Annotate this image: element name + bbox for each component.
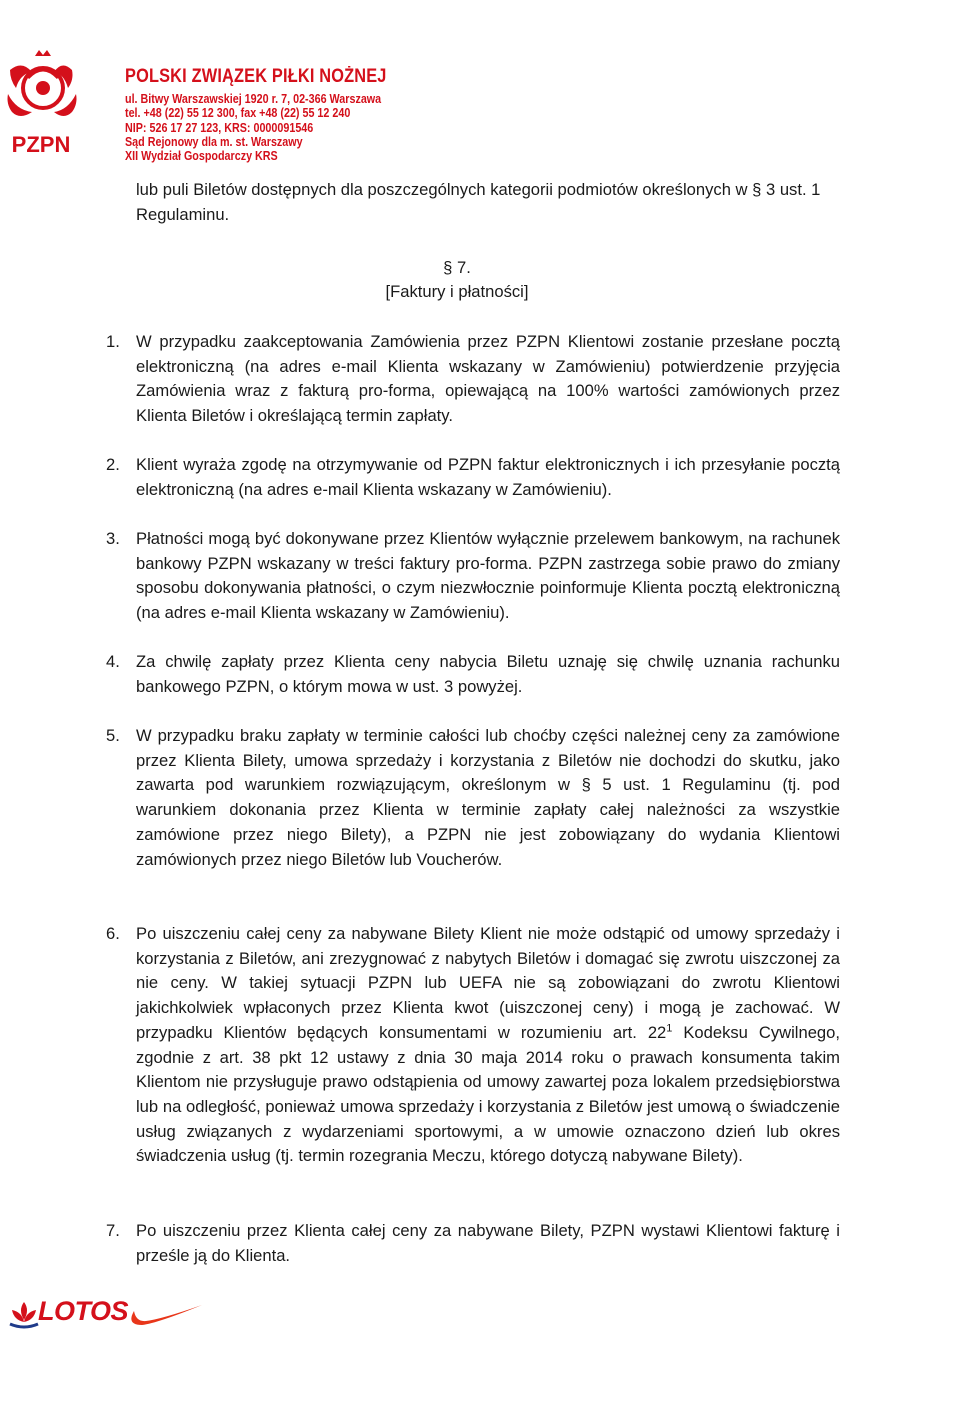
- list-item-text: Płatności mogą być dokonywane przez Klientów wyłącznie przelewem bankowym, na rachunek bankowy PZPN wskazany w treści faktury pro-forma. PZPN zastrzega sobie prawo do zmiany sposobu dokonywania płatności, o czym niezwłocznie poinformuje Klienta pocztą elektroniczną (na adres e-mail Klienta wskazany w Zamówieniu).: [136, 529, 840, 623]
- list-item: [106, 453, 840, 502]
- section-number: § 7.: [443, 258, 471, 277]
- list-item: [106, 922, 840, 1169]
- sponsor-footer: [0, 1295, 960, 1340]
- list-item-number: 7.: [106, 1221, 120, 1240]
- list-item: [106, 330, 840, 429]
- lotos-flower-icon: [8, 1300, 40, 1330]
- list-item: [106, 650, 840, 699]
- nike-swoosh-icon: [128, 1301, 204, 1329]
- list-item: [106, 527, 840, 626]
- pzpn-logo-text: PZPN: [11, 132, 71, 157]
- intro-paragraph: lub puli Biletów dostępnych dla poszczególnych kategorii podmiotów określonych w § 3 ust. 1 Regulaminu.: [136, 180, 821, 224]
- section-title: [Faktury i płatności]: [385, 282, 529, 301]
- list-item-text: Klient wyraża zgodę na otrzymywanie od PZPN faktur elektronicznych i ich przesyłanie pocztą elektroniczną (na adres e-mail Klienta wskazany w Zamówieniu).: [136, 455, 840, 499]
- list-item-text: W przypadku zaakceptowania Zamówienia przez PZPN Klientowi zostanie przesłane pocztą elektroniczną (na adres e-mail Klienta wskazany w Zamówieniu) potwierdzenie przyjęcia Zamówienia wraz z fakturą pro-forma, opiewającą na 100% wartości zamówionych przez Klienta Biletów i określającą termin zapłaty.: [136, 332, 840, 426]
- lotos-logo-text: LOTOS: [38, 1296, 129, 1326]
- org-name: POLSKI ZWIĄZEK PIŁKI NOŻNEJ: [125, 66, 387, 87]
- org-phone: tel. +48 (22) 55 12 300, fax +48 (22) 55 12 240: [125, 106, 351, 121]
- list-item-text: Po uiszczeniu przez Klienta całej ceny za nabywane Bilety, PZPN wystawi Klientowi fakturę i prześle ją do Klienta.: [136, 1221, 840, 1265]
- list-item-text: W przypadku braku zapłaty w terminie całości lub choćby części należnej ceny za zamówione przez Klienta Bilety, umowa sprzedaży i korzystania z Biletów nie dochodzi do skutku, jako zawarta pod warunkiem rozwiązującym, określonym w § 5 ust. 1 Regulaminu (tj. pod warunkiem dokonania przez Klienta w terminie zapłaty całej należności za wszystkie zamówione przez niego Bilety), a PZPN nie jest zobowiązany do wydania Klientowi zamówionych przez niego Biletów lub Voucherów.: [136, 726, 840, 869]
- list-item-number: 1.: [106, 332, 120, 351]
- pzpn-logo-icon: [2, 48, 80, 160]
- list-item-text: Za chwilę zapłaty przez Klienta ceny nabycia Biletu uznaję się chwilę uznania rachunku bankowego PZPN, o którym mowa w ust. 3 powyżej.: [136, 652, 840, 696]
- list-item-text: [136, 922, 840, 1169]
- list-item-text-part-a: Po uiszczeniu całej ceny za nabywane Bilety Klient nie może odstąpić od umowy sprzedaży i korzystania z Biletów, ani zrezygnować z nabytych Biletów i domagać się zwrotu uiszczonej za nie ceny. W takiej sytuacji PZPN lub UEFA nie są zobowiązani do zwrotu Klientowi jakichkolwiek wpłaconych przez Klienta kwot (uiszczonej ceny) i mogą je zachować. W przypadku Klientów będących konsumentami w rozumieniu art. 22: [136, 924, 840, 1042]
- list-item-number: 3.: [106, 529, 120, 548]
- org-department: XII Wydział Gospodarczy KRS: [125, 149, 278, 164]
- org-court: Sąd Rejonowy dla m. st. Warszawy: [125, 134, 303, 149]
- org-ids: NIP: 526 17 27 123, KRS: 0000091546: [125, 120, 314, 135]
- list-item-number: 5.: [106, 726, 120, 745]
- list-item: [106, 1219, 840, 1268]
- superscript: 1: [666, 1022, 673, 1035]
- org-address: ul. Bitwy Warszawskiej 1920 r. 7, 02-366 Warszawa: [125, 92, 382, 106]
- list-item-number: 6.: [106, 924, 120, 943]
- org-block: [125, 66, 429, 163]
- list-item-number: 2.: [106, 455, 120, 474]
- list-item-text-part-b: Kodeksu Cywilnego, zgodnie z art. 38 pkt 12 ustawy z dnia 30 maja 2014 roku o prawach konsumenta takim Klientom nie przysługuje prawo odstąpienia od umowy zawartej poza lokalem przedsiębiorstwa lub na odległość, ponieważ umowa sprzedaży i korzystania z Biletów jest umową o świadczenie usług związanych z wydarzeniami sportowymi, a w umowie oznaczono dzień lub okres świadczenia usług (tj. termin rozegrania Meczu, którego dotyczą nabywane Bilety).: [136, 1022, 840, 1166]
- list-item: [106, 724, 840, 872]
- letterhead: [0, 48, 960, 163]
- list-item-number: 4.: [106, 652, 120, 671]
